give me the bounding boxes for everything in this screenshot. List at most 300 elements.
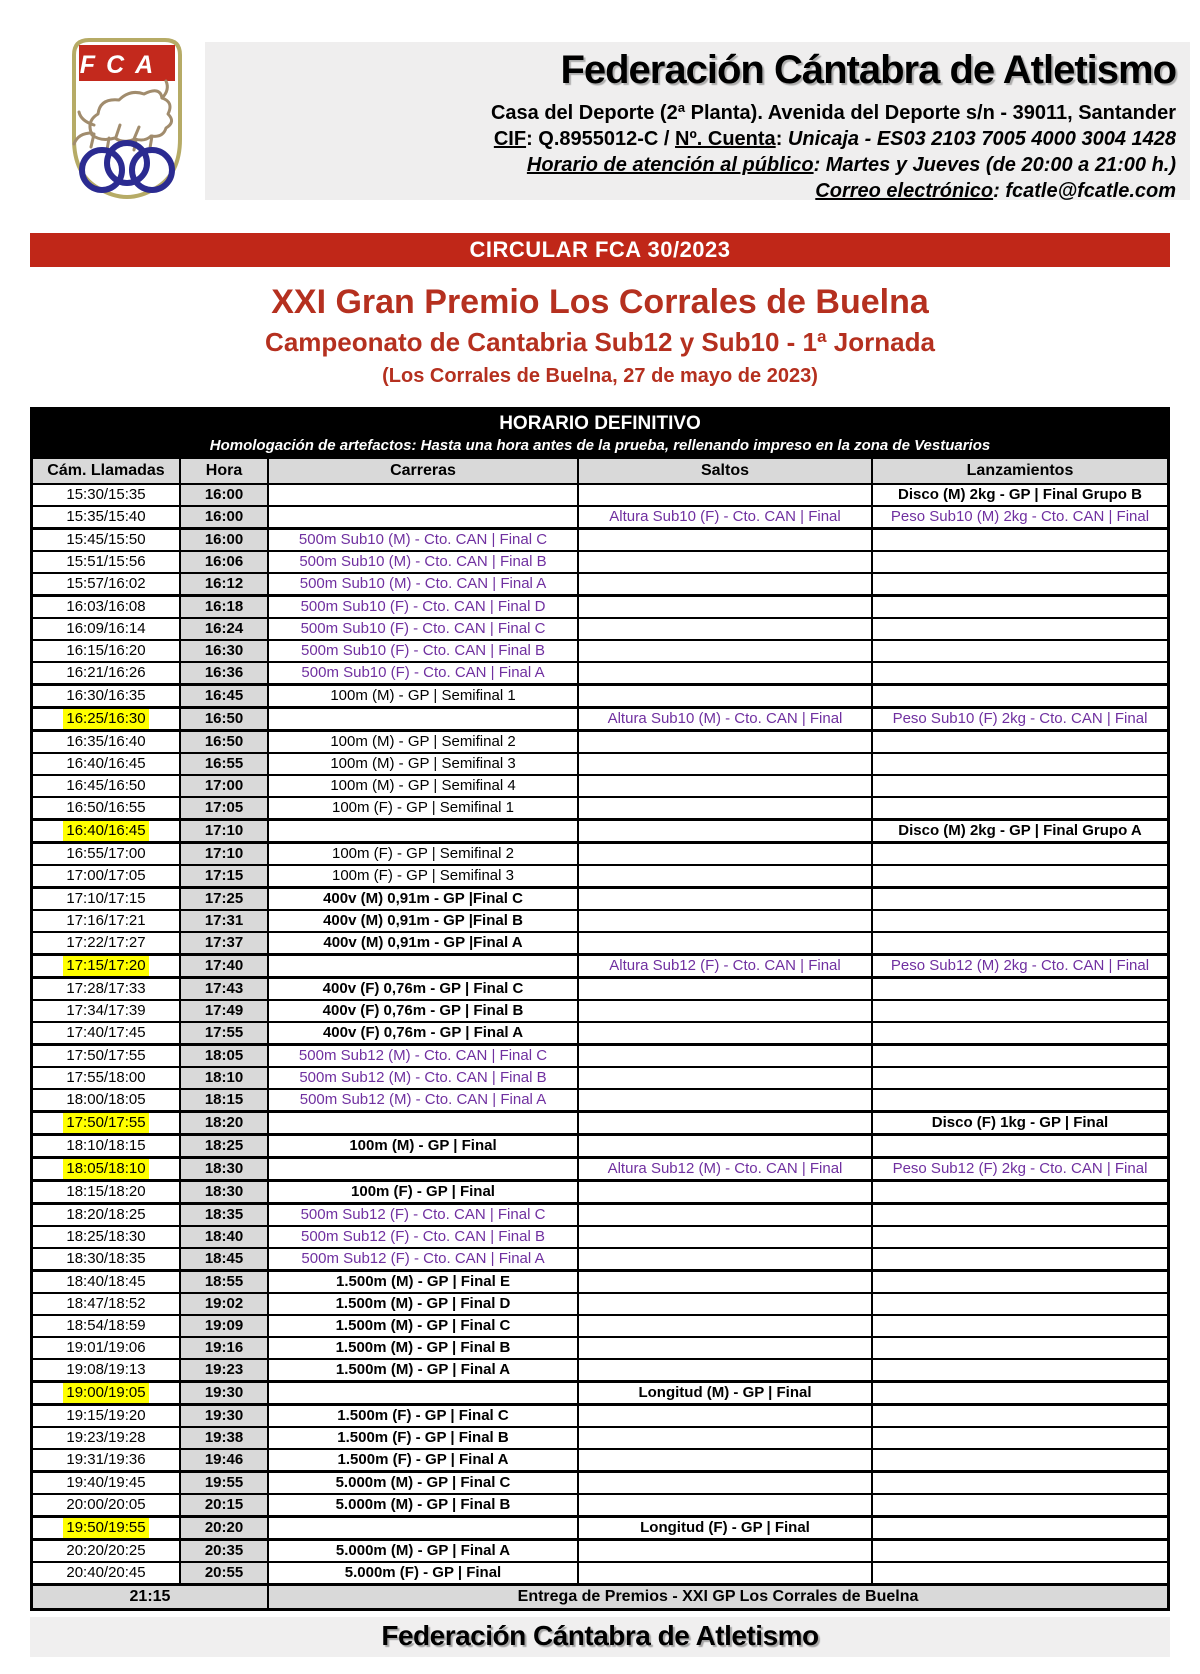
table-row bbox=[33, 1426, 1167, 1448]
jump-cell bbox=[577, 776, 871, 796]
table-row bbox=[33, 527, 1167, 550]
call-times-cell: 15:30/15:35 bbox=[66, 486, 146, 503]
race-cell bbox=[267, 485, 577, 505]
call-times-cell: 19:15/19:20 bbox=[66, 1407, 146, 1424]
col-header-hora: Hora bbox=[179, 459, 267, 483]
closing-row bbox=[33, 1583, 1167, 1608]
hour-cell: 17:10 bbox=[179, 844, 267, 864]
account-value: Unicaja - ES03 2103 7005 4000 3004 1428 bbox=[787, 128, 1176, 150]
table-row bbox=[33, 1292, 1167, 1314]
hour-cell: 20:20 bbox=[179, 1518, 267, 1538]
race-cell: 100m (M) - GP | Semifinal 4 bbox=[267, 776, 577, 796]
call-times-cell: 17:28/17:33 bbox=[66, 980, 146, 997]
jump-cell: Longitud (M) - GP | Final bbox=[577, 1383, 871, 1403]
email-line bbox=[215, 178, 1176, 204]
jump-cell bbox=[577, 1316, 871, 1336]
table-row bbox=[33, 1066, 1167, 1088]
jump-cell bbox=[577, 1001, 871, 1021]
hour-cell: 16:50 bbox=[179, 709, 267, 729]
call-times-cell: 16:50/16:55 bbox=[66, 799, 146, 816]
call-times-cell: 16:35/16:40 bbox=[66, 733, 146, 750]
highlighted-call-times: 16:25/16:30 bbox=[63, 709, 148, 729]
call-times-cell bbox=[33, 709, 179, 729]
race-cell: 5.000m (M) - GP | Final A bbox=[267, 1541, 577, 1561]
closing-time: 21:15 bbox=[129, 1588, 171, 1605]
table-row bbox=[33, 550, 1167, 572]
hour-cell: 17:10 bbox=[179, 821, 267, 841]
jump-cell bbox=[577, 866, 871, 886]
race-cell: 500m Sub12 (M) - Cto. CAN | Final A bbox=[267, 1090, 577, 1110]
throw-cell bbox=[871, 1428, 1167, 1448]
race-cell: 500m Sub10 (F) - Cto. CAN | Final A bbox=[267, 663, 577, 683]
throw-cell bbox=[871, 1563, 1167, 1583]
table-row bbox=[33, 1448, 1167, 1470]
call-times-cell: 19:40/19:45 bbox=[66, 1474, 146, 1491]
table-row bbox=[33, 886, 1167, 909]
jump-cell bbox=[577, 619, 871, 639]
table-row bbox=[33, 1225, 1167, 1247]
race-cell: 400v (F) 0,76m - GP | Final C bbox=[267, 979, 577, 999]
call-times-cell: 16:15/16:20 bbox=[66, 642, 146, 659]
account-label: Nº. Cuenta bbox=[675, 128, 776, 150]
call-times-cell: 20:00/20:05 bbox=[66, 1496, 146, 1513]
jump-cell: Altura Sub12 (M) - Cto. CAN | Final bbox=[577, 1159, 871, 1179]
jump-cell: Altura Sub10 (F) - Cto. CAN | Final bbox=[577, 507, 871, 527]
call-times-cell bbox=[33, 1159, 179, 1179]
hour-cell: 17:43 bbox=[179, 979, 267, 999]
throw-cell bbox=[871, 1227, 1167, 1247]
call-times-cell: 17:34/17:39 bbox=[66, 1002, 146, 1019]
jump-cell bbox=[577, 933, 871, 953]
hour-cell: 18:20 bbox=[179, 1113, 267, 1133]
throw-cell: Peso Sub10 (F) 2kg - Cto. CAN | Final bbox=[871, 709, 1167, 729]
hour-cell: 18:05 bbox=[179, 1046, 267, 1066]
jump-cell bbox=[577, 979, 871, 999]
call-times-cell: 16:09/16:14 bbox=[66, 620, 146, 637]
jump-cell bbox=[577, 844, 871, 864]
hour-cell: 16:24 bbox=[179, 619, 267, 639]
jump-cell bbox=[577, 1227, 871, 1247]
hour-cell: 19:02 bbox=[179, 1294, 267, 1314]
race-cell: 400v (M) 0,91m - GP |Final B bbox=[267, 911, 577, 931]
race-cell: 500m Sub10 (F) - Cto. CAN | Final C bbox=[267, 619, 577, 639]
throw-cell bbox=[871, 933, 1167, 953]
hour-cell: 16:30 bbox=[179, 641, 267, 661]
call-times-cell: 20:40/20:45 bbox=[66, 1564, 146, 1581]
race-cell: 1.500m (F) - GP | Final A bbox=[267, 1450, 577, 1470]
table-row bbox=[33, 841, 1167, 864]
table-row bbox=[33, 909, 1167, 931]
race-cell: 100m (F) - GP | Final bbox=[267, 1182, 577, 1202]
throw-cell bbox=[871, 776, 1167, 796]
race-cell: 1.500m (M) - GP | Final A bbox=[267, 1360, 577, 1380]
race-cell bbox=[267, 821, 577, 841]
race-cell: 400v (M) 0,91m - GP |Final C bbox=[267, 889, 577, 909]
attention-label: Horario de atención al público bbox=[526, 154, 814, 176]
highlighted-call-times: 17:15/17:20 bbox=[63, 956, 148, 976]
race-cell: 100m (M) - GP | Semifinal 1 bbox=[267, 686, 577, 706]
call-times-cell: 19:08/19:13 bbox=[66, 1361, 146, 1378]
call-times-cell: 18:15/18:20 bbox=[66, 1183, 146, 1200]
hour-cell: 16:00 bbox=[179, 530, 267, 550]
jump-cell bbox=[577, 597, 871, 617]
call-times-cell: 16:40/16:45 bbox=[66, 755, 146, 772]
throw-cell bbox=[871, 1518, 1167, 1538]
hour-cell: 19:09 bbox=[179, 1316, 267, 1336]
circular-banner: CIRCULAR FCA 30/2023 bbox=[30, 233, 1170, 267]
hour-cell: 19:38 bbox=[179, 1428, 267, 1448]
jump-cell: Altura Sub10 (M) - Cto. CAN | Final bbox=[577, 709, 871, 729]
call-times-cell: 18:00/18:05 bbox=[66, 1091, 146, 1108]
jump-cell bbox=[577, 1473, 871, 1493]
call-times-cell: 15:51/15:56 bbox=[66, 553, 146, 570]
race-cell: 400v (M) 0,91m - GP |Final A bbox=[267, 933, 577, 953]
throw-cell bbox=[871, 1338, 1167, 1358]
race-cell bbox=[267, 507, 577, 527]
call-times-cell: 19:01/19:06 bbox=[66, 1339, 146, 1356]
race-cell: 1.500m (F) - GP | Final C bbox=[267, 1406, 577, 1426]
race-cell bbox=[267, 1518, 577, 1538]
logo-letters: FCA bbox=[79, 51, 165, 79]
throw-cell bbox=[871, 1249, 1167, 1269]
table-row bbox=[33, 864, 1167, 886]
cif-label: CIF bbox=[493, 128, 527, 150]
hour-cell: 18:55 bbox=[179, 1272, 267, 1292]
closing-label: Entrega de Premios - XXI GP Los Corrales de Buelna bbox=[267, 1586, 1167, 1608]
jump-cell bbox=[577, 1294, 871, 1314]
race-cell: 100m (F) - GP | Semifinal 2 bbox=[267, 844, 577, 864]
throw-cell bbox=[871, 1023, 1167, 1043]
hour-cell: 16:18 bbox=[179, 597, 267, 617]
race-cell: 100m (M) - GP | Final bbox=[267, 1136, 577, 1156]
table-row bbox=[33, 1088, 1167, 1110]
throw-cell: Peso Sub12 (F) 2kg - Cto. CAN | Final bbox=[871, 1159, 1167, 1179]
jump-cell bbox=[577, 1182, 871, 1202]
race-cell: 500m Sub10 (M) - Cto. CAN | Final C bbox=[267, 530, 577, 550]
table-row bbox=[33, 572, 1167, 594]
table-row bbox=[33, 729, 1167, 752]
jump-cell bbox=[577, 663, 871, 683]
fca-logo bbox=[64, 33, 190, 212]
throw-cell bbox=[871, 574, 1167, 594]
table-row bbox=[33, 1021, 1167, 1043]
throw-cell bbox=[871, 911, 1167, 931]
band-note: Homologación de artefactos: Hasta una hora antes de la prueba, rellenando impreso en la zona de Vestuarios bbox=[209, 437, 991, 454]
table-row bbox=[33, 1515, 1167, 1538]
call-times-cell: 19:23/19:28 bbox=[66, 1429, 146, 1446]
table-row bbox=[33, 683, 1167, 706]
call-times-cell bbox=[33, 956, 179, 976]
col-header-carreras: Carreras bbox=[267, 459, 577, 483]
race-cell: 5.000m (M) - GP | Final B bbox=[267, 1495, 577, 1515]
jump-cell bbox=[577, 1272, 871, 1292]
table-row bbox=[33, 752, 1167, 774]
call-times-cell: 17:10/17:15 bbox=[66, 890, 146, 907]
hour-cell: 17:31 bbox=[179, 911, 267, 931]
throw-cell bbox=[871, 1541, 1167, 1561]
call-times-cell bbox=[33, 1113, 179, 1133]
throw-cell bbox=[871, 686, 1167, 706]
table-row bbox=[33, 1110, 1167, 1133]
cif-account-line: CIF: Q.8955012-C / Nº. Cuenta: Unicaja - ES03 2103 7005 4000 3004 1428 bbox=[493, 128, 1176, 150]
col-header-lanzamientos: Lanzamientos bbox=[871, 459, 1167, 483]
jump-cell bbox=[577, 530, 871, 550]
call-times-cell: 18:54/18:59 bbox=[66, 1317, 146, 1334]
throw-cell bbox=[871, 619, 1167, 639]
hour-cell: 18:30 bbox=[179, 1182, 267, 1202]
table-row bbox=[33, 1336, 1167, 1358]
call-times-cell: 17:16/17:21 bbox=[66, 912, 146, 929]
table-row bbox=[33, 661, 1167, 683]
jump-cell bbox=[577, 911, 871, 931]
throw-cell bbox=[871, 1473, 1167, 1493]
race-cell: 1.500m (M) - GP | Final C bbox=[267, 1316, 577, 1336]
jump-cell bbox=[577, 1406, 871, 1426]
table-row bbox=[33, 1358, 1167, 1380]
col-header-llamadas: Cám. Llamadas bbox=[47, 462, 165, 479]
throw-cell bbox=[871, 1272, 1167, 1292]
attention-line: Horario de atención al público: Martes y Jueves (de 20:00 a 21:00 h.) bbox=[526, 154, 1176, 176]
race-cell bbox=[267, 1383, 577, 1403]
throw-cell bbox=[871, 1136, 1167, 1156]
throw-cell: Peso Sub12 (M) 2kg - Cto. CAN | Final bbox=[871, 956, 1167, 976]
race-cell: 500m Sub10 (F) - Cto. CAN | Final B bbox=[267, 641, 577, 661]
call-times-cell: 17:00/17:05 bbox=[66, 867, 146, 884]
race-cell: 500m Sub12 (M) - Cto. CAN | Final B bbox=[267, 1068, 577, 1088]
hour-cell: 19:30 bbox=[179, 1383, 267, 1403]
call-times-cell: 20:20/20:25 bbox=[66, 1542, 146, 1559]
throw-cell bbox=[871, 798, 1167, 818]
jump-cell bbox=[577, 1360, 871, 1380]
call-times-cell: 16:45/16:50 bbox=[66, 777, 146, 794]
schedule-band bbox=[33, 410, 1167, 459]
hour-cell: 16:00 bbox=[179, 507, 267, 527]
fca-logo-graphic bbox=[64, 33, 190, 207]
jump-cell bbox=[577, 1023, 871, 1043]
hour-cell: 17:49 bbox=[179, 1001, 267, 1021]
call-times-cell: 16:30/16:35 bbox=[66, 687, 146, 704]
throw-cell bbox=[871, 1495, 1167, 1515]
table-row bbox=[33, 774, 1167, 796]
jump-cell bbox=[577, 1541, 871, 1561]
call-times-cell: 16:55/17:00 bbox=[66, 845, 146, 862]
hour-cell: 18:40 bbox=[179, 1227, 267, 1247]
race-cell: 500m Sub12 (M) - Cto. CAN | Final C bbox=[267, 1046, 577, 1066]
jump-cell bbox=[577, 1249, 871, 1269]
race-cell bbox=[267, 1113, 577, 1133]
address-line: Casa del Deporte (2ª Planta). Avenida del Deporte s/n - 39011, Santander bbox=[490, 102, 1176, 124]
jump-cell bbox=[577, 754, 871, 774]
race-cell bbox=[267, 956, 577, 976]
call-times-cell: 17:50/17:55 bbox=[66, 1047, 146, 1064]
hour-cell: 19:46 bbox=[179, 1450, 267, 1470]
hour-cell: 16:50 bbox=[179, 732, 267, 752]
call-times-cell: 17:22/17:27 bbox=[66, 934, 146, 951]
jump-cell bbox=[577, 686, 871, 706]
jump-cell bbox=[577, 1090, 871, 1110]
highlighted-call-times: 19:00/19:05 bbox=[63, 1383, 148, 1403]
table-row bbox=[33, 1493, 1167, 1515]
event-subtitle: Campeonato de Cantabria Sub12 y Sub10 - 1ª Jornada bbox=[265, 327, 935, 357]
table-row bbox=[33, 1179, 1167, 1202]
org-info-block bbox=[205, 42, 1190, 200]
email-label: Correo electrónico bbox=[815, 180, 994, 202]
table-row bbox=[33, 1538, 1167, 1561]
email-value: : fcatle@fcatle.com bbox=[993, 180, 1176, 202]
jump-cell bbox=[577, 732, 871, 752]
throw-cell bbox=[871, 663, 1167, 683]
throw-cell bbox=[871, 732, 1167, 752]
throw-cell: Disco (M) 2kg - GP | Final Grupo B bbox=[871, 485, 1167, 505]
jump-cell bbox=[577, 1450, 871, 1470]
throw-cell bbox=[871, 979, 1167, 999]
race-cell: 1.500m (M) - GP | Final D bbox=[267, 1294, 577, 1314]
call-times-cell: 17:55/18:00 bbox=[66, 1069, 146, 1086]
throw-cell: Peso Sub10 (M) 2kg - Cto. CAN | Final bbox=[871, 507, 1167, 527]
race-cell: 100m (M) - GP | Semifinal 3 bbox=[267, 754, 577, 774]
table-row bbox=[33, 706, 1167, 729]
jump-cell bbox=[577, 1428, 871, 1448]
call-times-cell: 15:45/15:50 bbox=[66, 531, 146, 548]
throw-cell bbox=[871, 1205, 1167, 1225]
throw-cell bbox=[871, 1068, 1167, 1088]
hour-cell: 17:25 bbox=[179, 889, 267, 909]
schedule-body bbox=[33, 483, 1167, 1583]
jump-cell bbox=[577, 1136, 871, 1156]
throw-cell bbox=[871, 1001, 1167, 1021]
race-cell bbox=[267, 1159, 577, 1179]
table-row bbox=[33, 1202, 1167, 1225]
race-cell: 400v (F) 0,76m - GP | Final A bbox=[267, 1023, 577, 1043]
table-row bbox=[33, 505, 1167, 527]
throw-cell bbox=[871, 1316, 1167, 1336]
highlighted-call-times: 19:50/19:55 bbox=[63, 1518, 148, 1538]
call-times-cell: 19:31/19:36 bbox=[66, 1451, 146, 1468]
hour-cell: 19:55 bbox=[179, 1473, 267, 1493]
table-row bbox=[33, 818, 1167, 841]
hour-cell: 18:45 bbox=[179, 1249, 267, 1269]
throw-cell bbox=[871, 641, 1167, 661]
jump-cell bbox=[577, 641, 871, 661]
hour-cell: 18:30 bbox=[179, 1159, 267, 1179]
hour-cell: 17:05 bbox=[179, 798, 267, 818]
hour-cell: 19:16 bbox=[179, 1338, 267, 1358]
race-cell: 1.500m (M) - GP | Final B bbox=[267, 1338, 577, 1358]
jump-cell bbox=[577, 889, 871, 909]
highlighted-call-times: 16:40/16:45 bbox=[63, 821, 148, 841]
hour-cell: 16:55 bbox=[179, 754, 267, 774]
hour-cell: 18:15 bbox=[179, 1090, 267, 1110]
throw-cell bbox=[871, 889, 1167, 909]
hour-cell: 16:00 bbox=[179, 485, 267, 505]
race-cell bbox=[267, 709, 577, 729]
org-title: Federación Cántabra de Atletismo bbox=[560, 48, 1176, 92]
race-cell: 400v (F) 0,76m - GP | Final B bbox=[267, 1001, 577, 1021]
throw-cell bbox=[871, 597, 1167, 617]
col-header-saltos: Saltos bbox=[577, 459, 871, 483]
table-row bbox=[33, 976, 1167, 999]
call-times-cell: 17:40/17:45 bbox=[66, 1024, 146, 1041]
footer-title: Federación Cántabra de Atletismo bbox=[381, 1620, 819, 1651]
throw-cell bbox=[871, 530, 1167, 550]
throw-cell bbox=[871, 1406, 1167, 1426]
hour-cell: 17:00 bbox=[179, 776, 267, 796]
jump-cell: Altura Sub12 (F) - Cto. CAN | Final bbox=[577, 956, 871, 976]
table-row bbox=[33, 796, 1167, 818]
call-times-cell: 16:21/16:26 bbox=[66, 664, 146, 681]
hour-cell: 16:12 bbox=[179, 574, 267, 594]
page-footer bbox=[30, 1617, 1170, 1657]
call-times-cell: 16:03/16:08 bbox=[66, 598, 146, 615]
table-row bbox=[33, 953, 1167, 976]
race-cell: 500m Sub12 (F) - Cto. CAN | Final B bbox=[267, 1227, 577, 1247]
hour-cell: 17:55 bbox=[179, 1023, 267, 1043]
table-row bbox=[33, 931, 1167, 953]
race-cell: 500m Sub10 (M) - Cto. CAN | Final A bbox=[267, 574, 577, 594]
throw-cell bbox=[871, 1090, 1167, 1110]
hour-cell: 19:23 bbox=[179, 1360, 267, 1380]
jump-cell: Longitud (F) - GP | Final bbox=[577, 1518, 871, 1538]
race-cell: 500m Sub10 (M) - Cto. CAN | Final B bbox=[267, 552, 577, 572]
jump-cell bbox=[577, 552, 871, 572]
table-row bbox=[33, 999, 1167, 1021]
highlighted-call-times: 18:05/18:10 bbox=[63, 1159, 148, 1179]
table-row bbox=[33, 1314, 1167, 1336]
hour-cell: 16:06 bbox=[179, 552, 267, 572]
throw-cell bbox=[871, 1182, 1167, 1202]
hour-cell: 18:10 bbox=[179, 1068, 267, 1088]
call-times-cell bbox=[33, 1518, 179, 1538]
table-row bbox=[33, 1470, 1167, 1493]
call-times-cell bbox=[33, 1383, 179, 1403]
jump-cell bbox=[577, 821, 871, 841]
table-row bbox=[33, 617, 1167, 639]
call-times-cell: 15:35/15:40 bbox=[66, 508, 146, 525]
race-cell: 500m Sub12 (F) - Cto. CAN | Final C bbox=[267, 1205, 577, 1225]
table-row bbox=[33, 1133, 1167, 1156]
jump-cell bbox=[577, 1046, 871, 1066]
throw-cell bbox=[871, 754, 1167, 774]
jump-cell bbox=[577, 1205, 871, 1225]
hour-cell: 18:35 bbox=[179, 1205, 267, 1225]
throw-cell bbox=[871, 1360, 1167, 1380]
document-header bbox=[0, 0, 1200, 205]
hour-cell: 17:37 bbox=[179, 933, 267, 953]
jump-cell bbox=[577, 485, 871, 505]
throw-cell bbox=[871, 1294, 1167, 1314]
hour-cell: 16:45 bbox=[179, 686, 267, 706]
table-row bbox=[33, 1247, 1167, 1269]
highlighted-call-times: 17:50/17:55 bbox=[63, 1113, 148, 1133]
event-title: XXI Gran Premio Los Corrales de Buelna bbox=[271, 283, 929, 321]
table-row bbox=[33, 1380, 1167, 1403]
call-times-cell: 18:40/18:45 bbox=[66, 1273, 146, 1290]
jump-cell bbox=[577, 1495, 871, 1515]
race-cell: 5.000m (M) - GP | Final C bbox=[267, 1473, 577, 1493]
table-row bbox=[33, 639, 1167, 661]
call-times-cell: 15:57/16:02 bbox=[66, 575, 146, 592]
race-cell: 1.500m (F) - GP | Final B bbox=[267, 1428, 577, 1448]
throw-cell bbox=[871, 1046, 1167, 1066]
hour-cell: 17:40 bbox=[179, 956, 267, 976]
hour-cell: 19:30 bbox=[179, 1406, 267, 1426]
schedule-table bbox=[30, 407, 1170, 1611]
table-row bbox=[33, 1043, 1167, 1066]
jump-cell bbox=[577, 798, 871, 818]
race-cell: 500m Sub12 (F) - Cto. CAN | Final A bbox=[267, 1249, 577, 1269]
call-times-cell bbox=[33, 821, 179, 841]
table-row bbox=[33, 483, 1167, 505]
